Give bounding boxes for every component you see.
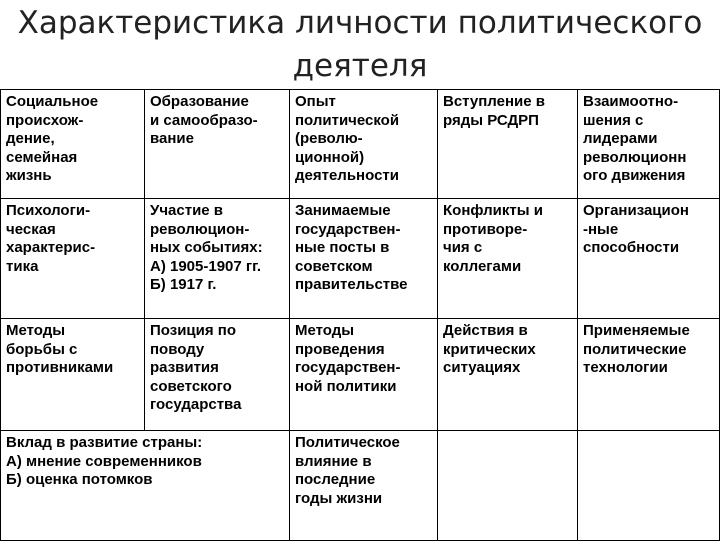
table-cell [1,199,145,319]
cell-text-line: -ные [583,220,619,238]
cell-text-line: дение, [6,130,55,147]
cell-text-line: ные посты в [295,239,390,256]
table-row [1,431,720,541]
cell-text-line: ческая [6,220,56,238]
cell-text-line: характерис- [6,239,96,256]
cell-text-line: и самообразо- [150,111,258,129]
cell-text-line: государствен- [295,359,401,376]
table-cell [1,90,145,199]
slide-title-line-2: деятеля [292,48,428,84]
table-cell [578,319,720,431]
table-row [1,199,720,319]
slide-title-line-1: Характеристика личности политического [17,5,703,41]
cell-text-line: советского [150,377,232,395]
cell-text-line: ной политики [295,377,397,395]
cell-text-line: противниками [6,359,114,376]
cell-text-line: жизнь [6,167,52,184]
table-cell [145,199,290,319]
cell-text-line: происхож- [6,111,84,129]
cell-text-line: Занимаемые [295,202,391,219]
cell-text-line: лидерами [583,130,658,147]
cell-text-line: критических [443,340,536,358]
table-cell [438,319,578,431]
cell-text-line: ряды РСДРП [443,111,539,129]
cell-text-line: Методы [295,322,355,339]
cell-text-line: Взаимоотно- [583,93,679,110]
cell-text-line: Политическое [295,434,400,451]
table-cell [1,431,290,541]
table-cell [578,431,720,541]
table-cell [1,319,145,431]
cell-text-line: Методы [6,322,66,339]
cell-text-line: А) 1905-1907 гг. [150,257,262,275]
cell-text-line: ого движения [583,167,686,184]
cell-text-line: Социальное [6,93,99,110]
cell-text-line: (револю- [295,130,363,147]
cell-text-line: последние [295,471,376,488]
characteristics-table [0,89,720,541]
table-cell [290,319,438,431]
cell-text-line: революцион- [150,220,250,238]
cell-text-line: политической [295,111,400,129]
cell-text-line: ситуациях [443,359,521,376]
cell-text-line: А) мнение современников [6,452,202,470]
table-cell [290,199,438,319]
table-cell [438,90,578,199]
cell-text-line: государства [150,396,242,413]
cell-text-line: Позиция по [150,322,237,339]
cell-text-line: поводу [150,340,205,358]
cell-text-line: развития [150,359,219,376]
table-cell [438,431,578,541]
cell-text-line: Б) 1917 г. [150,276,217,293]
cell-text-line: ных событиях: [150,239,263,256]
cell-text-line: Участие в [150,202,224,219]
cell-text-line: проведения [295,340,385,358]
cell-text-line: ционной) [295,148,365,166]
cell-text-line: Образование [150,93,249,110]
cell-text-line: Конфликты и [443,202,543,219]
cell-text-line: Действия в [443,322,528,339]
cell-text-line: противоре- [443,220,528,238]
cell-text-line: Организацион [583,202,689,219]
cell-text-line: годы жизни [295,489,383,507]
cell-text-line: влияние в [295,452,372,470]
cell-text-line: Б) оценка потомков [6,471,153,488]
cell-text-line: Вклад в развитие страны: [6,434,203,451]
cell-text-line: советском [295,257,373,275]
table-cell [290,90,438,199]
cell-text-line: коллегами [443,257,522,275]
cell-text-line: семейная [6,148,78,166]
table-row [1,319,720,431]
table-cell [145,90,290,199]
cell-text-line: Психологи- [6,202,91,219]
cell-text-line: Вступление в [443,93,545,110]
cell-text-line: способности [583,239,680,256]
slide-title [0,2,720,88]
cell-text-line: тика [6,257,39,275]
table-row [1,90,720,199]
table-cell [290,431,438,541]
cell-text-line: революционн [583,148,687,166]
cell-text-line: шения с [583,111,644,129]
cell-text-line: деятельности [295,167,399,184]
cell-text-line: технологии [583,359,668,376]
table-cell [578,90,720,199]
cell-text-line: государствен- [295,220,401,238]
cell-text-line: борьбы с [6,340,78,358]
table-cell [578,199,720,319]
cell-text-line: вание [150,130,194,147]
cell-text-line: чия с [443,239,483,256]
table-cell [145,319,290,431]
cell-text-line: правительстве [295,276,408,293]
cell-text-line: Применяемые [583,322,690,339]
table-cell [438,199,578,319]
cell-text-line: Опыт [295,93,336,110]
cell-text-line: политические [583,340,687,358]
